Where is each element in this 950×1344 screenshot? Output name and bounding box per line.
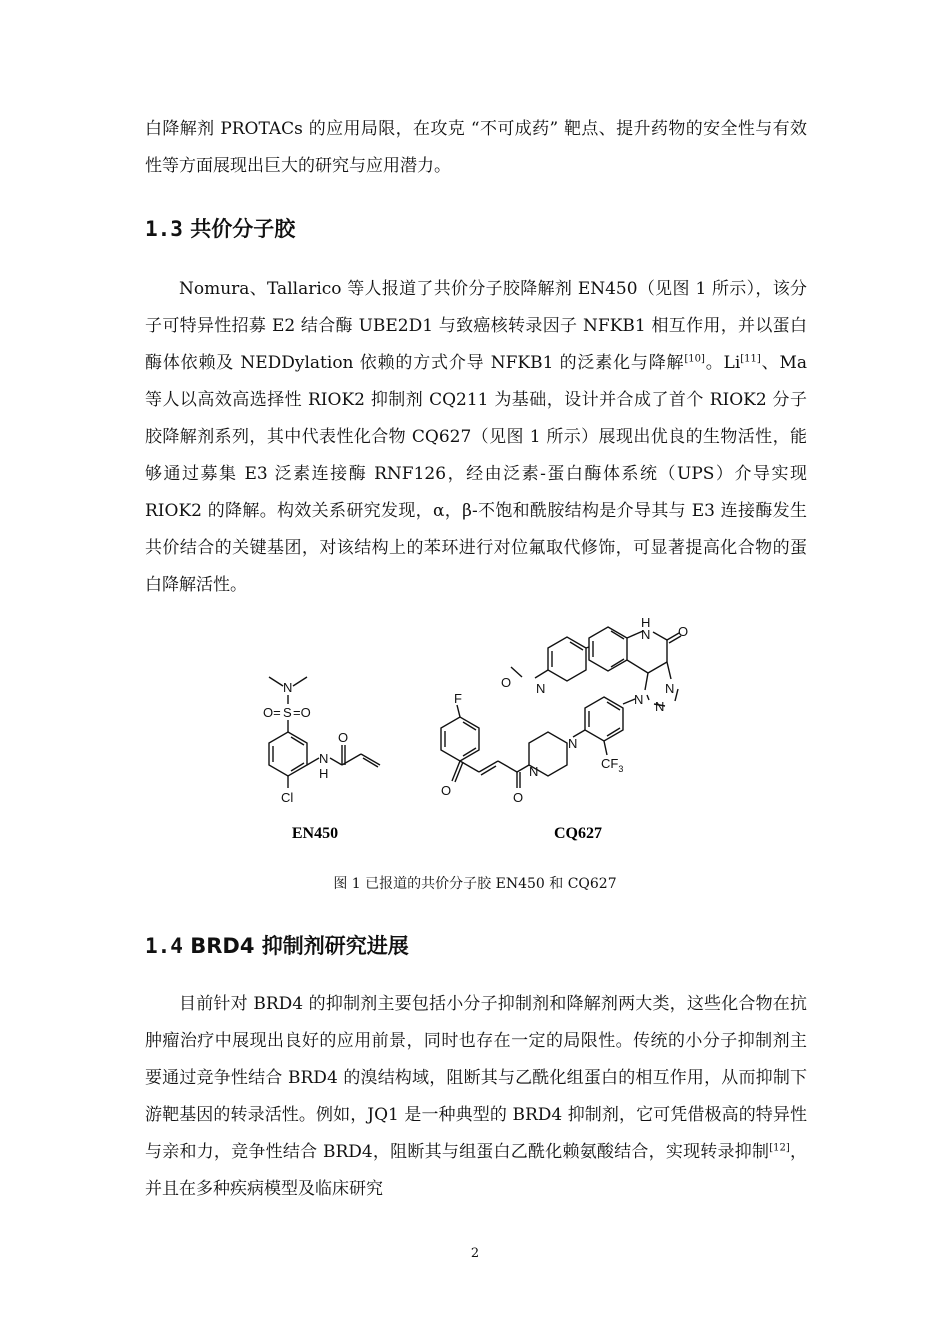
atom-s: S [283, 705, 292, 720]
label-en450: EN450 [291, 825, 339, 842]
atom-n-piperazine-aryl: N [568, 736, 578, 751]
page-number: 2 [470, 1246, 480, 1261]
cq627-benzo-ring [589, 627, 627, 671]
paragraph-brd4 [145, 986, 807, 1208]
atom-cf3 [601, 756, 623, 774]
atom-o-methoxy: O [501, 675, 512, 690]
atom-o-amide: O [338, 730, 349, 745]
cf3-subscript: 3 [618, 764, 624, 774]
cq627-fluorophenyl-ring [441, 717, 479, 761]
cq627-atom-labels [441, 615, 688, 805]
cq627-aryl-ring [585, 697, 623, 741]
text-run: Nomura、Tallarico 等人报道了共价分子胶降解剂 EN450（见图 1 所示），该分子可特异性招募 E2 结合酶 UBE2D1 与致癌核转录因子 NFKB1 相互作用，并以蛋白酶体依赖及 NEDDylation 依赖的方式介导 NFKB1 的泛素化与降解 [145, 279, 807, 373]
section-number: 1.3 [145, 217, 183, 241]
cq627-pyridine-ring [548, 637, 586, 681]
atom-o-s-right: =O [293, 705, 311, 720]
atom-o-amide: O [513, 790, 524, 805]
atom-n-amide: N [319, 751, 329, 766]
cq627-structure [441, 627, 681, 788]
paragraph-intro [145, 111, 807, 185]
atom-f: F [454, 691, 462, 706]
text-run: 。Li [704, 353, 741, 373]
section-title: BRD4 抑制剂研究进展 [190, 934, 409, 958]
atom-h-lactam: H [641, 615, 651, 630]
en450-benzene-ring [269, 732, 307, 776]
atom-o-lactam: O [678, 624, 689, 639]
atom-n2-triazole: N [655, 699, 665, 714]
paragraph-intro-text: 白降解剂 PROTACs 的应用局限，在攻克 “不可成药” 靶点、提升药物的安全性与有效性等方面展现出巨大的研究与应用潜力。 [145, 119, 807, 176]
atom-n-pyridine: N [536, 681, 546, 696]
atom-n: N [283, 680, 293, 695]
atom-n1-triazole: N [634, 692, 644, 707]
figure-caption: 图 1 已报道的共价分子胶 EN450 和 CQ627 [333, 876, 617, 892]
citation: [12] [769, 1142, 790, 1154]
chemical-structures-figure [235, 605, 715, 855]
section-title: 共价分子胶 [190, 217, 296, 241]
text-run: 目前针对 BRD4 的抑制剂主要包括小分子抑制剂和降解剂两大类，这些化合物在抗肿瘤治疗中展现出良好的应用前景，同时也存在一定的局限性。传统的小分子抑制剂主要通过竞争性结合 BRD4 的溴结构域，阻断其与乙酰化组蛋白的相互作用，从而抑制下游靶基因的转录活性。例如，JQ1 是一种典型的 BRD4 抑制剂，它可凭借极高的特异性与亲和力，竞争性结合 BRD4，阻断其与组蛋白乙酰化赖氨酸结合，实现转录抑制 [145, 994, 807, 1162]
section-heading-1-3 [145, 213, 295, 243]
text-run: 、Ma 等人以高效高选择性 RIOK2 抑制剂 CQ211 为基础，设计并合成了首个 RIOK2 分子胶降解剂系列，其中代表性化合物 CQ627（见图 1 所示）展现出优良的生物活性，能够通过募集 E3 泛素连接酶 RNF126，经由泛素-蛋白酶体系统（UPS）介导实现 RIOK2 的降解。构效关系研究发现，α，β-不饱和酰胺结构是介导其与 E3 连接酶发生共价结合的关键基团，对该结构上的苯环进行对位氟取代修饰，可显著提高化合物的蛋白降解活性。 [145, 353, 807, 595]
atom-h-amide: H [319, 766, 329, 781]
atom-cl: Cl [281, 790, 294, 805]
label-cq627: CQ627 [554, 825, 602, 842]
atom-o-s-left: O= [263, 705, 281, 720]
atom-n3-triazole: N [665, 681, 675, 696]
text-run: ，并且在多种疾病模型及临床研究 [145, 1142, 808, 1199]
citation: [10] [684, 353, 705, 365]
cf3-text: CF [601, 756, 619, 771]
atom-n-lactam: N [641, 627, 651, 642]
citation: [11] [740, 353, 761, 365]
atom-o-ketone: O [441, 783, 452, 798]
paragraph-covalent-glue [145, 271, 807, 604]
atom-n-piperazine-amide: N [529, 764, 539, 779]
section-heading-1-4 [145, 930, 409, 960]
section-number: 1.4 [145, 934, 183, 958]
